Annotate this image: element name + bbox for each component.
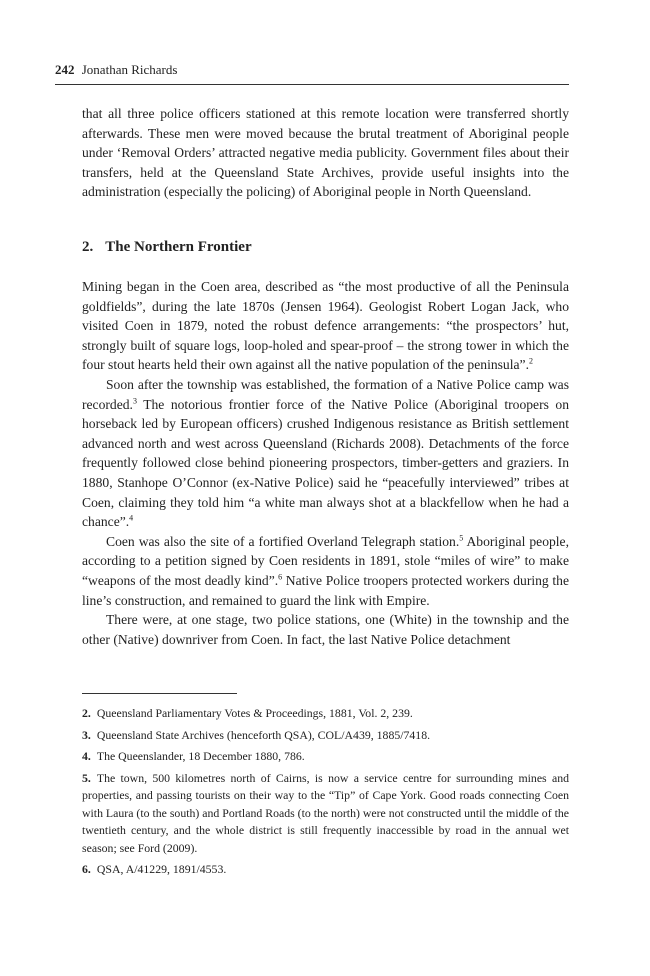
footnote-number: 6. xyxy=(82,862,91,876)
footnote xyxy=(82,727,569,745)
intro-paragraph-block xyxy=(82,104,569,202)
footnote xyxy=(82,770,569,858)
paragraph-3-text-a: Coen was also the site of a fortified Overland Telegraph station. xyxy=(106,533,460,549)
paragraph-2-text-a: Soon after the township was established, the formation of a Native Police camp was recorded. xyxy=(82,376,569,412)
paragraph-1-text: Mining began in the Coen area, described as “the most productive of all the Peninsula goldfields”, during the late 1870s (Jensen 1964). Geologist Robert Logan Jack, who visited Coen in 1879, noted the robust defence arrangements: “the prospectors’ hut, strongly built of square logs, loop-holed and spear-proof – the strong tower in which the four stout hearts held their own against all the native population of the peninsula”. xyxy=(82,279,569,373)
footnote-text: Queensland State Archives (henceforth QSA), COL/A439, 1885/7418. xyxy=(96,727,431,742)
paragraph-1 xyxy=(82,277,569,375)
footnote-ref: 5 xyxy=(459,533,464,543)
footnote xyxy=(82,705,569,723)
running-header xyxy=(55,62,569,85)
footnote-number: 3. xyxy=(82,727,91,742)
paragraph-3-text-b: Aboriginal people, according to a petition signed by Coen residents in 1891, stole “miles of wire” to make “weapons of the most deadly kind”. xyxy=(82,533,569,588)
footnote-ref: 3 xyxy=(132,396,137,406)
footnote-divider xyxy=(82,693,237,694)
paragraph-3-text-c: Native Police troopers protected workers during the line’s construction, and remained to guard the link with Empire. xyxy=(82,572,569,608)
footnote xyxy=(82,861,569,879)
section-title: The Northern Frontier xyxy=(105,239,252,255)
footnote-number: 5. xyxy=(82,770,91,785)
footnote-number: 4. xyxy=(82,749,91,763)
footnote-ref: 4 xyxy=(129,513,134,523)
paragraph-2-text-b: The notorious frontier force of the Native Police (Aboriginal troopers on horseback led by European officers) crushed Indigenous resistance as British settlement advanced north and west across Queensland (Richards 2008). Detachments of the force frequently followed close behind pioneering prospectors, timber-getters and graziers. In 1880, Stanhope O’Connor (ex-Native Police) said he “peacefully interviewed” tribes at Coen, claiming they told him “a white man always shot at a blackfellow when he had a chance”. xyxy=(82,396,569,530)
footnote-number: 2. xyxy=(82,706,91,720)
page-number: 242 xyxy=(55,62,75,77)
footnote-text: QSA, A/41229, 1891/4553. xyxy=(96,862,227,876)
running-header-author: Jonathan Richards xyxy=(81,62,178,77)
footnote-ref: 6 xyxy=(278,572,283,582)
section-heading xyxy=(82,239,252,256)
footnote-ref: 2 xyxy=(528,356,533,366)
footnote-text: The town, 500 kilometres north of Cairns, is now a service centre for surrounding mines and properties, and passing tourists on their way to the “Tip” of Cape York. Good roads connecting Coen with Laura (to the south) and Portland Roads (to the north) were not constructed until the middle of the twentieth century, and the whole district is still frequently inaccessible by road in the annual wet season; see Ford (2009). xyxy=(82,770,569,855)
paragraph-3 xyxy=(82,532,569,610)
footnote xyxy=(82,748,569,766)
footnote-text: The Queenslander, 18 December 1880, 786. xyxy=(96,749,305,763)
paragraph-4: There were, at one stage, two police stations, one (White) in the township and the other (Native) downriver from Coen. In fact, the last Native Police detachment xyxy=(82,612,569,647)
section-number: 2. xyxy=(82,239,94,255)
main-text xyxy=(82,277,569,649)
footnotes xyxy=(82,705,569,883)
footnote-text: Queensland Parliamentary Votes & Proceedings, 1881, Vol. 2, 239. xyxy=(96,706,413,720)
intro-paragraph: that all three police officers stationed at this remote location were transferred shortly afterwards. These men were moved because the brutal treatment of Aboriginal people under ‘Removal Orders’ attracted negative media publicity. Government files about their transfers, held at the Queensland State Archives, provide useful insights into the administration (especially the policing) of Aboriginal people in North Queensland. xyxy=(82,106,569,200)
paragraph-2 xyxy=(82,375,569,532)
